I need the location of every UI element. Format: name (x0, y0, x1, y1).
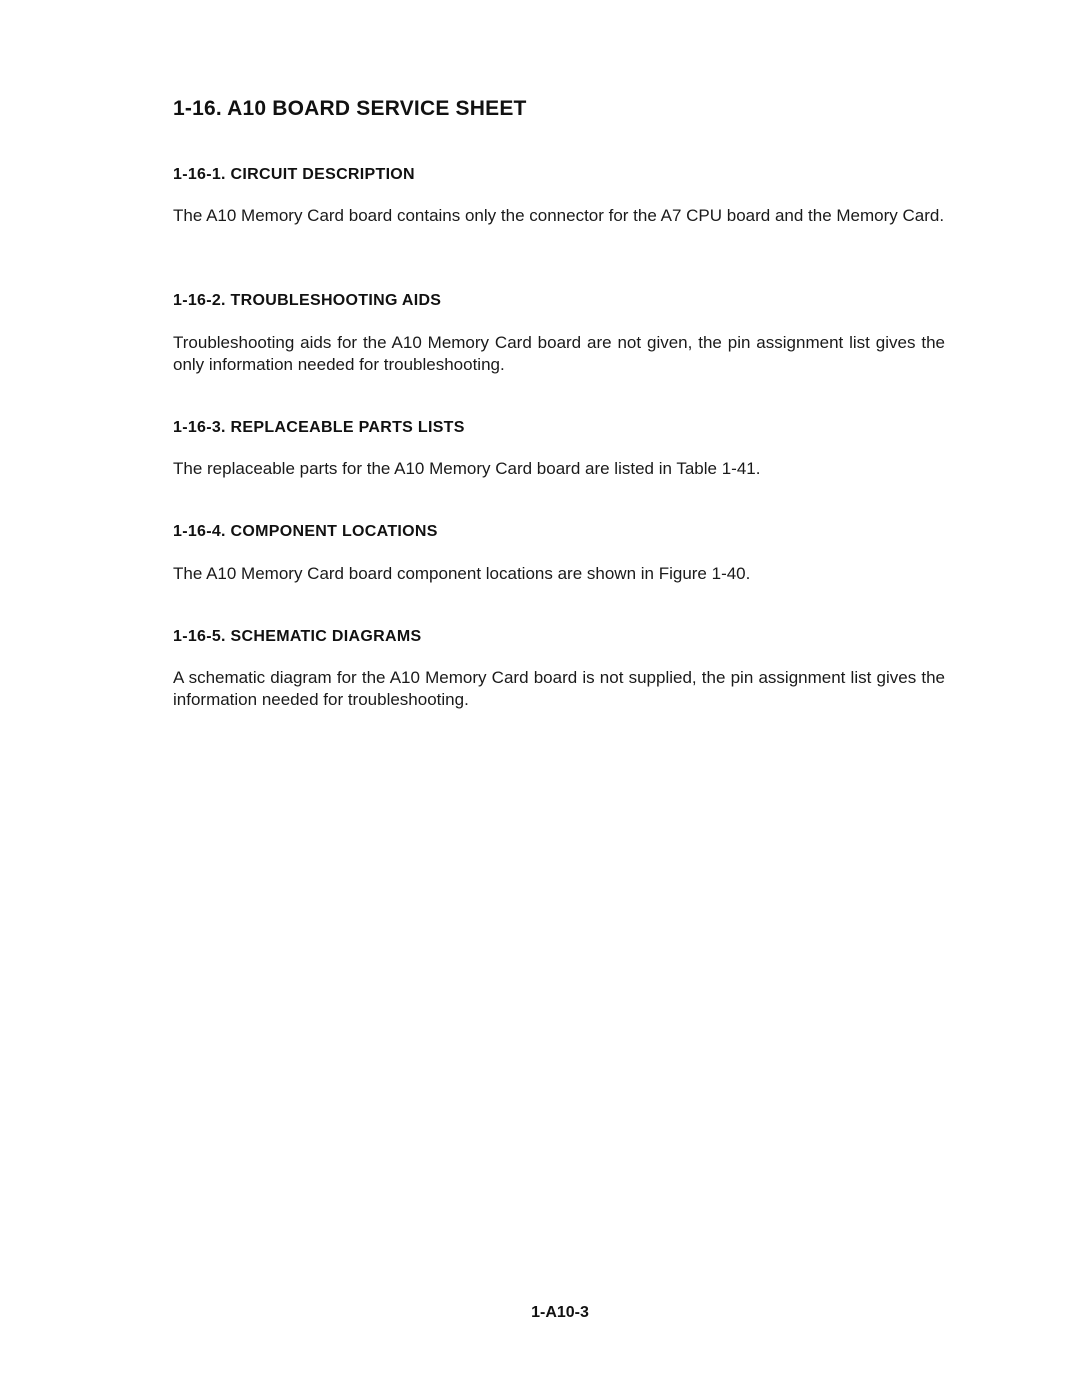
section-heading-circuit-description: 1-16-1. CIRCUIT DESCRIPTION (173, 166, 415, 183)
page-number: 1-A10-3 (531, 1304, 589, 1321)
section-body-troubleshooting-aids: Troubleshooting aids for the A10 Memory Card board are not given, the pin assignment list gives the only information needed for troubleshooting. (173, 333, 945, 374)
section-body-circuit-description: The A10 Memory Card board contains only the connector for the A7 CPU board and the Memory Card. (173, 206, 945, 225)
section-heading-troubleshooting-aids: 1-16-2. TROUBLESHOOTING AIDS (173, 292, 442, 309)
section-heading-replaceable-parts-lists: 1-16-3. REPLACEABLE PARTS LISTS (173, 419, 465, 436)
section-body-replaceable-parts-lists: The replaceable parts for the A10 Memory Card board are listed in Table 1-41. (173, 459, 761, 478)
section-heading-schematic-diagrams: 1-16-5. SCHEMATIC DIAGRAMS (173, 628, 422, 645)
section-heading-component-locations: 1-16-4. COMPONENT LOCATIONS (173, 523, 438, 540)
section-body-component-locations: The A10 Memory Card board component locations are shown in Figure 1-40. (173, 564, 751, 583)
page-title: 1-16. A10 BOARD SERVICE SHEET (173, 97, 527, 120)
section-body-schematic-diagrams: A schematic diagram for the A10 Memory Card board is not supplied, the pin assignment list gives the information needed for troubleshooting. (173, 668, 945, 709)
